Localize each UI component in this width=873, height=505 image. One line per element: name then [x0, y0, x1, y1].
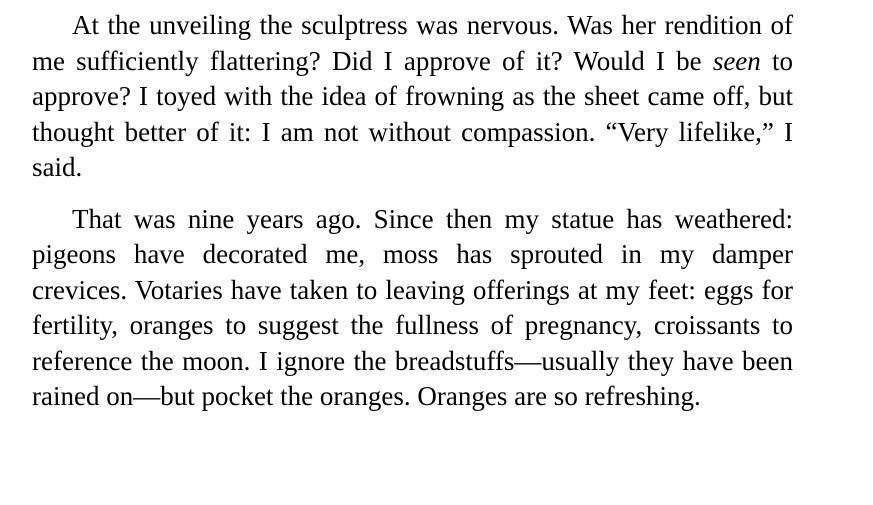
text-run: to approve? I toyed with the idea of frowning as the sheet came off, but thought better of it: I am not without compassion. “Very lifelike,” I said. — [32, 45, 793, 182]
emphasis-text: seen — [712, 45, 761, 76]
paragraph — [32, 8, 793, 186]
paragraph — [32, 202, 793, 415]
body-text — [32, 8, 793, 415]
text-run: That was nine years ago. Since then my statue has weathered: pigeons have decorated me, moss has sprouted in my damper crevices. Votaries have taken to leaving offerings at my feet: eggs for fertility, oranges to suggest the fullness of pregnancy, croissants to reference the moon. I ignore the breadstuffs—usually they have been rained on—but pocket the oranges. Oranges are so refreshing. — [32, 203, 793, 411]
text-run: At the unveiling the sculptress was nervous. Was her rendition of me sufficiently flattering? Did I approve of it? Would I be — [32, 10, 793, 76]
